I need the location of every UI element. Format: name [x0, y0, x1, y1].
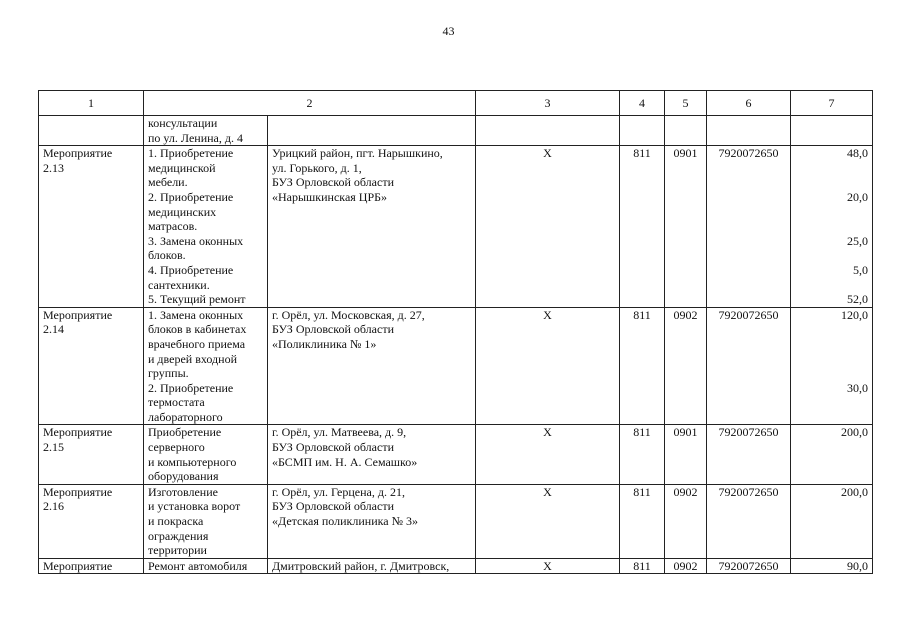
- amount-value: 90,0: [847, 558, 868, 573]
- col5-value: 811: [633, 146, 651, 161]
- col4-cell: [476, 558, 620, 574]
- address-cell: [268, 425, 476, 484]
- work-item: медицинской: [148, 160, 216, 175]
- address-line: г. Орёл, ул. Московская, д. 27,: [272, 307, 425, 322]
- address-line: БУЗ Орловской области: [272, 322, 394, 337]
- work-item: территории: [148, 543, 207, 558]
- work-item: 1. Приобретение: [148, 146, 234, 161]
- event-cell: [39, 558, 144, 574]
- works-cell: [144, 307, 268, 425]
- work-item: и компьютерного: [148, 454, 237, 469]
- col4-value: Х: [543, 146, 552, 161]
- header-row: [39, 91, 873, 116]
- amount-value: 48,0: [847, 146, 868, 161]
- col6-cell: [665, 484, 707, 558]
- col-header-5: 5: [665, 91, 707, 116]
- amount-spacer: [795, 366, 868, 381]
- amount-spacer: [795, 278, 868, 293]
- col7-cell: [707, 558, 791, 574]
- col5-value: 811: [633, 307, 651, 322]
- amount-cell: [791, 307, 873, 425]
- col5-cell: [620, 558, 665, 574]
- col-header-2: 2: [144, 91, 476, 116]
- amount-spacer: [795, 499, 868, 514]
- col5-value: 811: [633, 558, 651, 573]
- work-item: сантехники.: [148, 277, 210, 292]
- event-label: 2.15: [43, 440, 64, 455]
- event-cell: [39, 146, 144, 308]
- col7-value: 7920072650: [718, 307, 779, 322]
- work-item: Ремонт автомобиля: [148, 558, 248, 573]
- work-item: Изготовление: [148, 484, 218, 499]
- col7-value: 7920072650: [718, 484, 779, 499]
- continuation-row: [39, 116, 873, 146]
- works-cell: [144, 558, 268, 574]
- col6-value: 0902: [673, 484, 698, 499]
- work-item: медицинских: [148, 204, 217, 219]
- col4-cell: [476, 146, 620, 308]
- col4-value: Х: [543, 307, 552, 322]
- col-header-6: 6: [707, 91, 791, 116]
- work-item: блоков в кабинетах: [148, 322, 247, 337]
- amount-value: 200,0: [841, 425, 868, 440]
- amount-spacer: [795, 410, 868, 425]
- table-row: [39, 146, 873, 308]
- continuation-line: консультации: [148, 116, 218, 130]
- amount-spacer: [795, 455, 868, 470]
- address-line: г. Орёл, ул. Герцена, д. 21,: [272, 484, 405, 499]
- table-row: [39, 425, 873, 484]
- col6-cell: [665, 425, 707, 484]
- table-row: [39, 484, 873, 558]
- work-item: 5. Текущий ремонт: [148, 292, 246, 307]
- budget-table: [38, 90, 873, 574]
- work-item: блоков.: [148, 248, 186, 263]
- amount-cell: [791, 146, 873, 308]
- event-label: Мероприятие: [43, 558, 113, 573]
- amount-spacer: [795, 337, 868, 352]
- work-item: мебели.: [148, 175, 188, 190]
- col5-cell: [620, 146, 665, 308]
- col4-value: Х: [543, 558, 552, 573]
- amount-spacer: [795, 514, 868, 529]
- works-cell: [144, 425, 268, 484]
- work-item: врачебного приема: [148, 336, 246, 351]
- amount-spacer: [795, 352, 868, 367]
- col4-value: Х: [543, 425, 552, 440]
- amount-cell: [791, 425, 873, 484]
- col7-cell: [707, 425, 791, 484]
- col7-cell: [707, 484, 791, 558]
- work-item: лабораторного: [148, 409, 223, 424]
- work-item: ограждения: [148, 528, 209, 543]
- col5-cell: [620, 307, 665, 425]
- table-row: [39, 558, 873, 574]
- address-cell: [268, 307, 476, 425]
- col7-cell: [707, 307, 791, 425]
- work-item: и установка ворот: [148, 499, 241, 514]
- work-item: и покраска: [148, 514, 204, 529]
- address-line: г. Орёл, ул. Матвеева, д. 9,: [272, 425, 407, 440]
- col4-cell: [476, 425, 620, 484]
- event-label: Мероприятие: [43, 146, 113, 161]
- address-line: «Детская поликлиника № 3»: [272, 514, 419, 529]
- work-item: 2. Приобретение: [148, 380, 234, 395]
- address-line: «БСМП им. Н. А. Семашко»: [272, 454, 418, 469]
- amount-spacer: [795, 469, 868, 484]
- table-row: [39, 307, 873, 425]
- col7-value: 7920072650: [718, 425, 779, 440]
- col5-value: 811: [633, 484, 651, 499]
- address-line: «Поликлиника № 1»: [272, 336, 377, 351]
- amount-spacer: [795, 543, 868, 558]
- col6-value: 0902: [673, 307, 698, 322]
- event-label: Мероприятие: [43, 484, 113, 499]
- amount-cell: [791, 484, 873, 558]
- continuation-line: по ул. Ленина, д. 4: [148, 130, 243, 145]
- event-cell: [39, 307, 144, 425]
- col5-value: 811: [633, 425, 651, 440]
- event-label: 2.13: [43, 160, 64, 175]
- address-line: ул. Горького, д. 1,: [272, 160, 362, 175]
- address-line: БУЗ Орловской области: [272, 499, 394, 514]
- event-cell: [39, 425, 144, 484]
- col7-value: 7920072650: [718, 146, 779, 161]
- address-line: БУЗ Орловской области: [272, 175, 394, 190]
- amount-spacer: [795, 322, 868, 337]
- work-item: 1. Замена оконных: [148, 307, 244, 322]
- work-item: матрасов.: [148, 219, 198, 234]
- amount-spacer: [795, 219, 868, 234]
- amount-spacer: [795, 440, 868, 455]
- address-cell: [268, 558, 476, 574]
- work-item: Приобретение: [148, 425, 222, 440]
- address-line: «Нарышкинская ЦРБ»: [272, 189, 388, 204]
- event-label: 2.16: [43, 499, 64, 514]
- work-item: оборудования: [148, 469, 219, 484]
- works-cell: [144, 484, 268, 558]
- amount-value: 200,0: [841, 484, 868, 499]
- amount-value: 20,0: [847, 189, 868, 204]
- work-item: 4. Приобретение: [148, 262, 234, 277]
- work-item: 2. Приобретение: [148, 189, 234, 204]
- col6-value: 0901: [673, 146, 698, 161]
- address-cell: [268, 146, 476, 308]
- amount-spacer: [795, 205, 868, 220]
- col6-value: 0902: [673, 558, 698, 573]
- col7-cell: [707, 146, 791, 308]
- work-item: термостата: [148, 395, 205, 410]
- amount-spacer: [795, 161, 868, 176]
- col6-cell: [665, 307, 707, 425]
- amount-value: 5,0: [853, 262, 868, 277]
- works-cell: [144, 146, 268, 308]
- col5-cell: [620, 484, 665, 558]
- amount-value: 52,0: [847, 292, 868, 307]
- address-line: Урицкий район, пгт. Нарышкино,: [272, 146, 443, 161]
- continuation-text: [144, 116, 268, 146]
- event-label: Мероприятие: [43, 307, 113, 322]
- col6-cell: [665, 558, 707, 574]
- work-item: и дверей входной: [148, 351, 238, 366]
- amount-value: 120,0: [841, 307, 868, 322]
- amount-spacer: [795, 248, 868, 263]
- amount-spacer: [795, 395, 868, 410]
- col-header-3: 3: [476, 91, 620, 116]
- col6-cell: [665, 146, 707, 308]
- amount-value: 25,0: [847, 233, 868, 248]
- col7-value: 7920072650: [718, 558, 779, 573]
- work-item: группы.: [148, 366, 189, 381]
- col4-cell: [476, 307, 620, 425]
- amount-spacer: [795, 529, 868, 544]
- col4-cell: [476, 484, 620, 558]
- event-label: Мероприятие: [43, 425, 113, 440]
- amount-value: 30,0: [847, 380, 868, 395]
- page-number: 43: [442, 24, 455, 38]
- address-cell: [268, 484, 476, 558]
- address-line: Дмитровский район, г. Дмитровск,: [272, 558, 450, 573]
- event-label: 2.14: [43, 322, 64, 337]
- amount-cell: [791, 558, 873, 574]
- work-item: 3. Замена оконных: [148, 233, 244, 248]
- col-header-7: 7: [791, 91, 873, 116]
- col4-value: Х: [543, 484, 552, 499]
- col5-cell: [620, 425, 665, 484]
- col-header-1: 1: [39, 91, 144, 116]
- amount-spacer: [795, 175, 868, 190]
- work-item: серверного: [148, 440, 205, 455]
- col-header-4: 4: [620, 91, 665, 116]
- col6-value: 0901: [673, 425, 698, 440]
- event-cell: [39, 484, 144, 558]
- address-line: БУЗ Орловской области: [272, 440, 394, 455]
